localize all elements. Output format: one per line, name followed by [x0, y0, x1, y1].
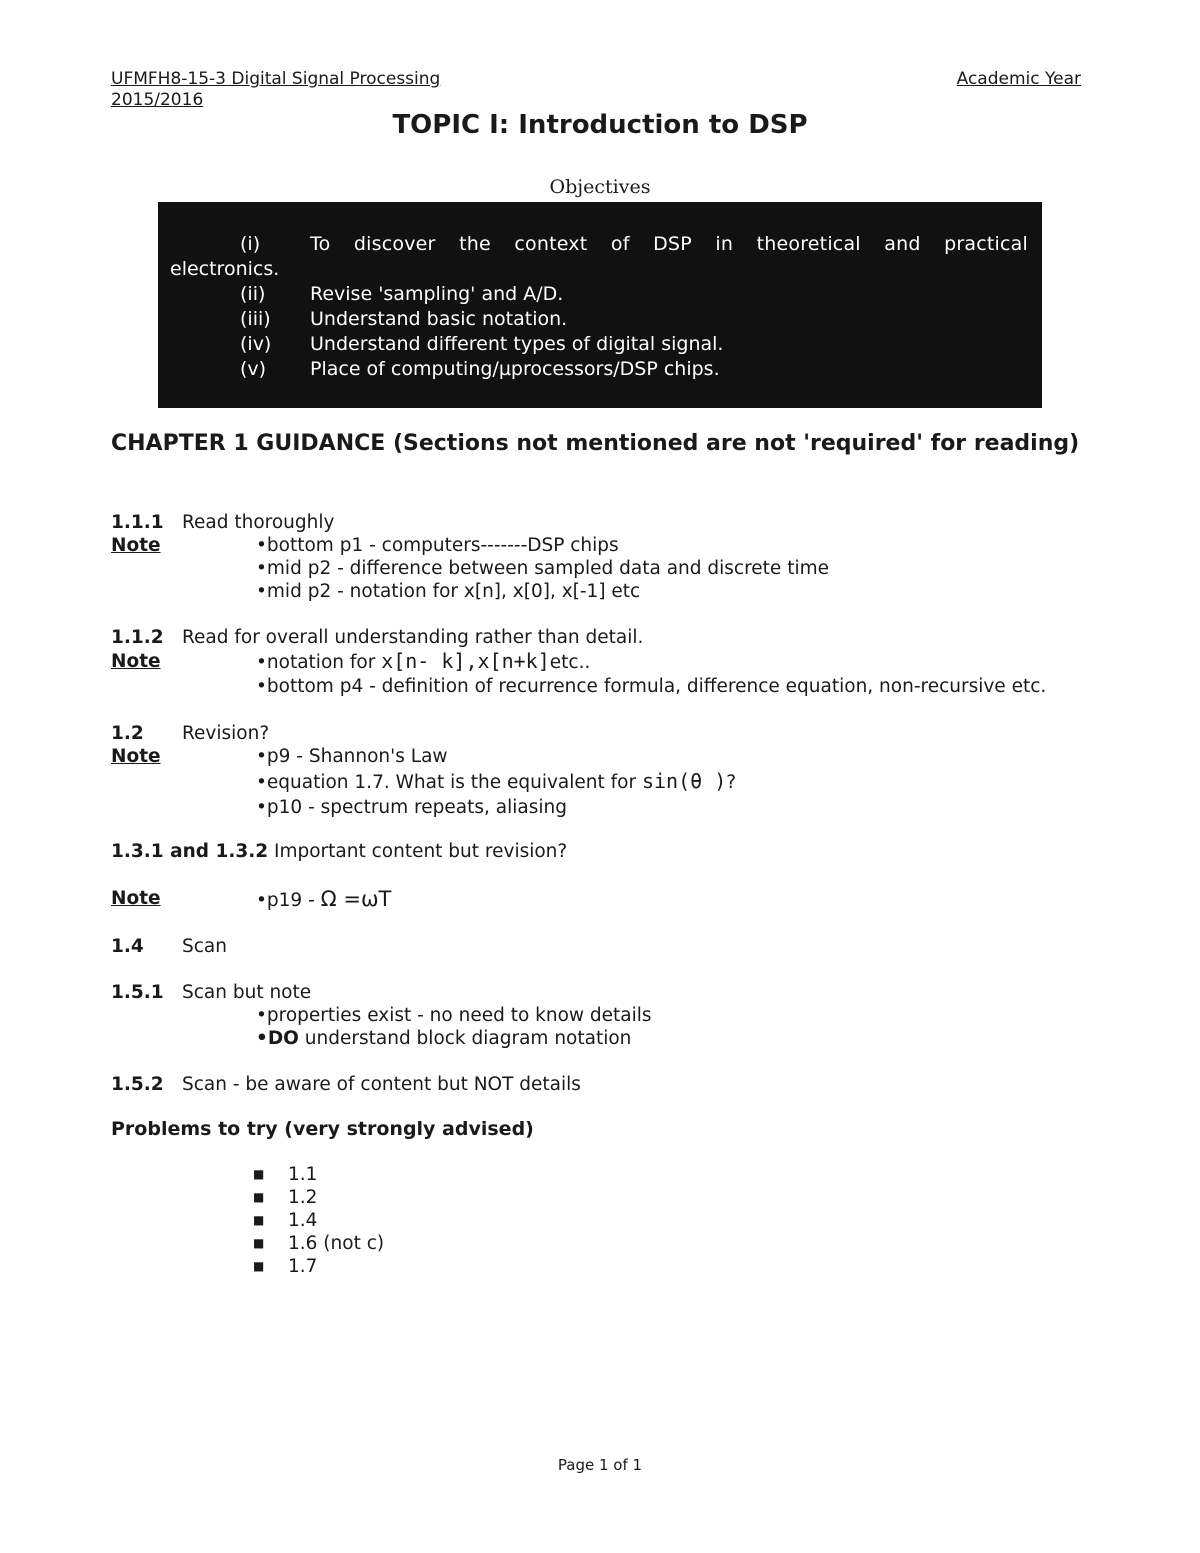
section-label: 1.1.1	[111, 512, 164, 533]
objective-number: (ii)	[240, 283, 266, 305]
bullet-text: •p19 -	[256, 890, 321, 911]
section-1-3-note	[111, 886, 391, 914]
section-text: Scan	[182, 936, 227, 957]
square-bullet-icon: ■	[253, 1213, 265, 1227]
bullet-item	[256, 886, 391, 914]
problems-heading: Problems to try (very strongly advised)	[111, 1118, 534, 1140]
bullet-item: •mid p2 - difference between sampled data and discrete time	[256, 558, 829, 579]
objective-text: Place of computing/µprocessors/DSP chips.	[310, 358, 720, 380]
section-label: 1.1.2	[111, 627, 164, 648]
list-item	[253, 1255, 384, 1278]
problems-list	[253, 1163, 384, 1278]
bullet-item	[111, 1027, 652, 1050]
section-1-4	[111, 935, 227, 958]
bullet-item: •bottom p4 - definition of recurrence formula, difference equation, non-recursive etc.	[256, 676, 1047, 697]
list-item	[253, 1232, 384, 1255]
objective-text-continued: electronics.	[170, 258, 280, 280]
chapter-guidance-heading: CHAPTER 1 GUIDANCE (Sections not mentioned are not 'required' for reading)	[111, 431, 1080, 456]
objective-number: (i)	[240, 233, 261, 255]
section-text: Scan - be aware of content but NOT details	[182, 1074, 581, 1095]
section-text: Scan but note	[182, 982, 312, 1003]
objective-text: Understand different types of digital signal.	[310, 333, 724, 355]
bullet-item	[111, 768, 736, 796]
section-label: 1.2	[111, 723, 144, 744]
section-1-1-1	[111, 511, 829, 603]
bullet-text: •notation for	[256, 652, 382, 673]
bullet-emphasis: •DO	[256, 1028, 299, 1049]
section-1-2	[111, 722, 736, 819]
objective-text: Understand basic notation.	[310, 308, 568, 330]
bullet-item: •bottom p1 - computers-------DSP chips	[256, 535, 619, 556]
objective-item	[170, 332, 1028, 357]
academic-year: 2015/2016	[111, 90, 204, 110]
objective-number: (iii)	[240, 308, 271, 330]
objective-number: (iv)	[240, 333, 272, 355]
section-label: 1.4	[111, 936, 144, 957]
bullet-text: •equation 1.7. What is the equivalent for	[256, 772, 642, 793]
note-label: Note	[111, 746, 161, 767]
section-1-5-2	[111, 1073, 581, 1096]
bullet-text: etc..	[549, 652, 591, 673]
bullet-item: •p9 - Shannon's Law	[256, 746, 448, 767]
header-line	[111, 69, 1081, 90]
bullet-text: ?	[726, 772, 737, 793]
math-expression: Ω =ωT	[320, 887, 392, 911]
problem-number: 1.2	[288, 1187, 318, 1208]
math-expression: x[n- k],x[n+k]	[381, 649, 550, 673]
bullet-item: •p10 - spectrum repeats, aliasing	[256, 797, 567, 818]
note-label: Note	[111, 888, 161, 909]
objectives-heading: Objectives	[549, 176, 651, 198]
section-label: 1.5.2	[111, 1074, 164, 1095]
page-footer: Page 1 of 1	[557, 1456, 643, 1474]
section-text: Read for overall understanding rather than detail.	[182, 627, 644, 648]
course-title: UFMFH8-15-3 Digital Signal Processing	[111, 69, 441, 89]
objective-item	[170, 307, 1028, 332]
square-bullet-icon: ■	[253, 1236, 265, 1250]
bullet-item	[256, 649, 590, 675]
bullet-item: •mid p2 - notation for x[n], x[0], x[-1] etc	[256, 581, 641, 602]
section-1-1-2	[111, 626, 1046, 698]
section-text: Revision?	[182, 723, 270, 744]
section-1-5-1	[111, 981, 652, 1050]
note-label: Note	[111, 535, 161, 556]
list-item	[253, 1163, 384, 1186]
note-label: Note	[111, 651, 161, 672]
objective-text: Revise 'sampling' and A/D.	[310, 283, 564, 305]
list-item	[253, 1186, 384, 1209]
square-bullet-icon: ■	[253, 1259, 265, 1273]
section-1-3	[111, 840, 567, 863]
problem-number: 1.7	[288, 1256, 318, 1277]
bullet-text: understand block diagram notation	[298, 1028, 632, 1049]
section-label: 1.5.1	[111, 982, 164, 1003]
square-bullet-icon: ■	[253, 1190, 265, 1204]
objective-item	[170, 232, 1028, 257]
math-expression: sin(θ )	[641, 769, 727, 793]
section-text: Read thoroughly	[182, 512, 335, 533]
problem-number: 1.1	[288, 1164, 318, 1185]
objective-item	[170, 282, 1028, 307]
objective-number: (v)	[240, 358, 267, 380]
problem-number: 1.6 (not c)	[288, 1233, 385, 1254]
page-title: TOPIC I: Introduction to DSP	[392, 110, 808, 140]
bullet-item: •properties exist - no need to know details	[256, 1005, 652, 1026]
section-text: Important content but revision?	[268, 841, 568, 862]
problem-number: 1.4	[288, 1210, 318, 1231]
objective-item	[170, 357, 1028, 382]
academic-year-label: Academic Year	[956, 69, 1081, 89]
page-header	[111, 69, 1081, 111]
square-bullet-icon: ■	[253, 1167, 265, 1181]
list-item	[253, 1209, 384, 1232]
objectives-box	[158, 202, 1042, 408]
objective-text: To discover the context of DSP in theoretical and practical	[310, 233, 1028, 255]
section-label: 1.3.1 and 1.3.2	[111, 841, 269, 862]
